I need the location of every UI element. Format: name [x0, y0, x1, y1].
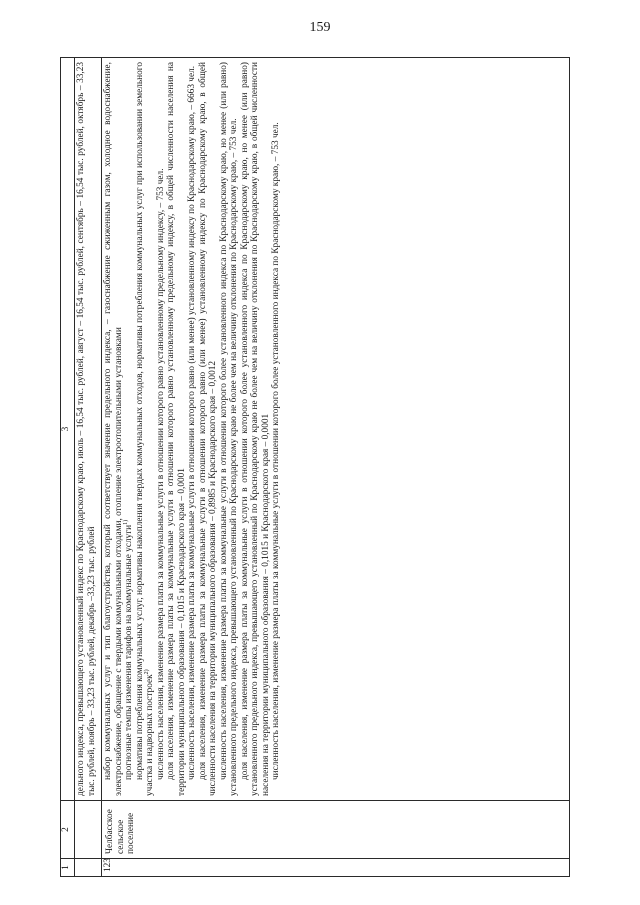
- row-number: 123: [102, 859, 570, 877]
- detail-paragraph-8: доля населения, изменение размера платы за коммунальные услуги в отношении которого более установленного индекса по Краснодарскому краю, но менее (или равно) установленного предельного индекса, превышающего установленный по Краснодарскому краю не более чем на величину отклонения по Краснодарскому краю, в общей численности населения на территории муниципального образования – 0,1015 и Краснодарского края – 0,0001: [239, 62, 271, 796]
- table-header-row: [61, 58, 75, 877]
- continuation-cell-2: [75, 801, 102, 859]
- table-row: [102, 58, 570, 877]
- data-table: [60, 57, 570, 877]
- continuation-row: [75, 58, 102, 877]
- detail-paragraph-3: численность населения, изменение размера платы за коммунальные услуги в отношении которого равно установленному предельному индексу, – 753 чел.: [155, 168, 166, 780]
- detail-paragraph-4: доля населения, изменение размера платы за коммунальные услуги в отношении которого равно установленному предельному индексу, в общей численности населения на территории муниципального образования – 0,1015 и Краснодарского края – 0,0001: [166, 62, 187, 796]
- page-number: 159: [309, 20, 331, 35]
- footnote-marker-1: 1): [122, 519, 129, 525]
- row-details: [102, 58, 570, 801]
- detail-paragraph-0: набор коммунальных услуг и тип благоустройства, который соответствует значение предельного индекса, – газоснабжение сжиженным газом, холодное водоснабжение, электроснабжение, обращение с твердыми коммунальными отходами, отопление электроотопительными установками: [103, 62, 124, 796]
- detail-paragraph-6: доля населения, изменение размера платы за коммунальные услуги в отношении которого равно (или менее) установленному индексу по Краснодарскому краю, в общей численности населения на территории муниципального образования – 0,8985 и Краснодарского края – 0,0012: [197, 62, 218, 796]
- rotated-table-frame: [60, 57, 570, 877]
- continuation-cell-3: [75, 58, 102, 801]
- header-col-2: 2: [61, 801, 75, 859]
- detail-paragraph-2: [135, 62, 156, 796]
- continuation-cell-1: [75, 859, 102, 877]
- detail-paragraph-7: численность населения, изменение размера платы за коммунальные услуги в отношении которого более установленного индекса по Краснодарскому краю, но менее (или равно) установленного предельного индекса, превышающего установленный по Краснодарскому краю не более чем на величину отклонения по Краснодарскому краю, – 753 чел.: [218, 62, 239, 796]
- detail-paragraph-1: [124, 62, 135, 796]
- header-col-3: 3: [61, 58, 75, 801]
- footnote-marker-2: 2): [143, 669, 150, 675]
- detail-text-1: прогнозные темпы изменения тарифов на коммунальные услуги: [124, 524, 134, 780]
- header-col-1: 1: [61, 859, 75, 877]
- detail-text-2: нормативы потребления коммунальных услуг, нормативы накопления твердых коммунальных отходов, нормативы потребления коммунальных услуг при использовании земельного участка и надворных построек: [134, 62, 155, 796]
- settlement-name: Челбасское сельское поселение: [102, 801, 570, 859]
- continuation-text: дельного индекса, превышающего установленный индекс по Краснодарскому краю, июль – 16,54 тыс. рублей, август – 16,54 тыс. рублей, сентябрь – 16,54 тыс. рублей, октябрь – 33,23 тыс. рублей, ноябрь – 33,23 тыс. рублей, декабрь –33,23 тыс. рублей: [76, 62, 97, 796]
- detail-paragraph-5: численность населения, изменение размера платы за коммунальные услуги в отношении которого равно (или менее) установленному индексу по Краснодарскому краю, – 6663 чел.: [187, 65, 197, 780]
- detail-paragraph-9: численность населения, изменение размера платы за коммунальные услуги в отношении которого более установленного индекса по Краснодарскому краю, – 753 чел.: [271, 122, 281, 780]
